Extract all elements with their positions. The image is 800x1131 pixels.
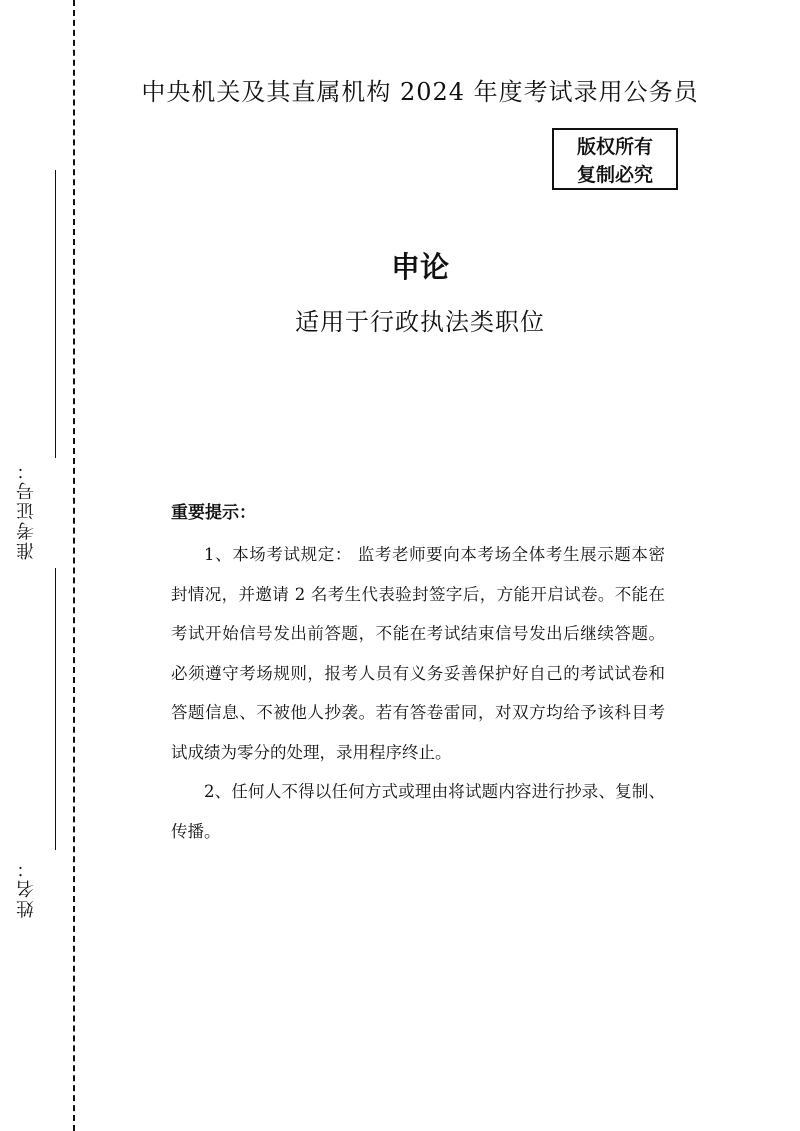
notice-heading: 重要提示： [171, 503, 256, 523]
copyright-line-2: 复制必究 [576, 164, 653, 186]
candidate-name-underline [55, 568, 56, 850]
exam-subject-subtitle: 适用于行政执法类职位 [295, 308, 545, 336]
notice-body [171, 535, 665, 851]
copyright-box [552, 128, 678, 190]
candidate-name-label: 姓名： [16, 858, 37, 918]
ticket-number-underline [55, 170, 56, 458]
notice-item: 2、任何人不得以任何方式或理由将试题内容进行抄录、复制、传播。 [171, 782, 665, 841]
candidate-name-field[interactable] [14, 568, 74, 918]
exam-subject-title: 申论 [390, 250, 449, 284]
exam-header-title: 中央机关及其直属机构 2024 年度考试录用公务员 [141, 78, 699, 106]
ticket-number-label: 准考证号： [16, 460, 37, 560]
copyright-line-1: 版权所有 [576, 136, 653, 158]
ticket-number-field[interactable] [14, 170, 74, 600]
notice-item: 1、本场考试规定： 监考老师要向本考场全体考生展示题本密封情况，并邀请 2 名考生代表验封签字后，方能开启试卷。不能在考试开始信号发出前答题，不能在考试结束信号发出后继续答题。必须遵守考场规则，报考人员有义务妥善保护好自己的考试试卷和答题信息、不被他人抄袭。若有答卷雷同，对双方均给予该科目考试成绩为零分的处理，录用程序终止。 [171, 545, 665, 762]
